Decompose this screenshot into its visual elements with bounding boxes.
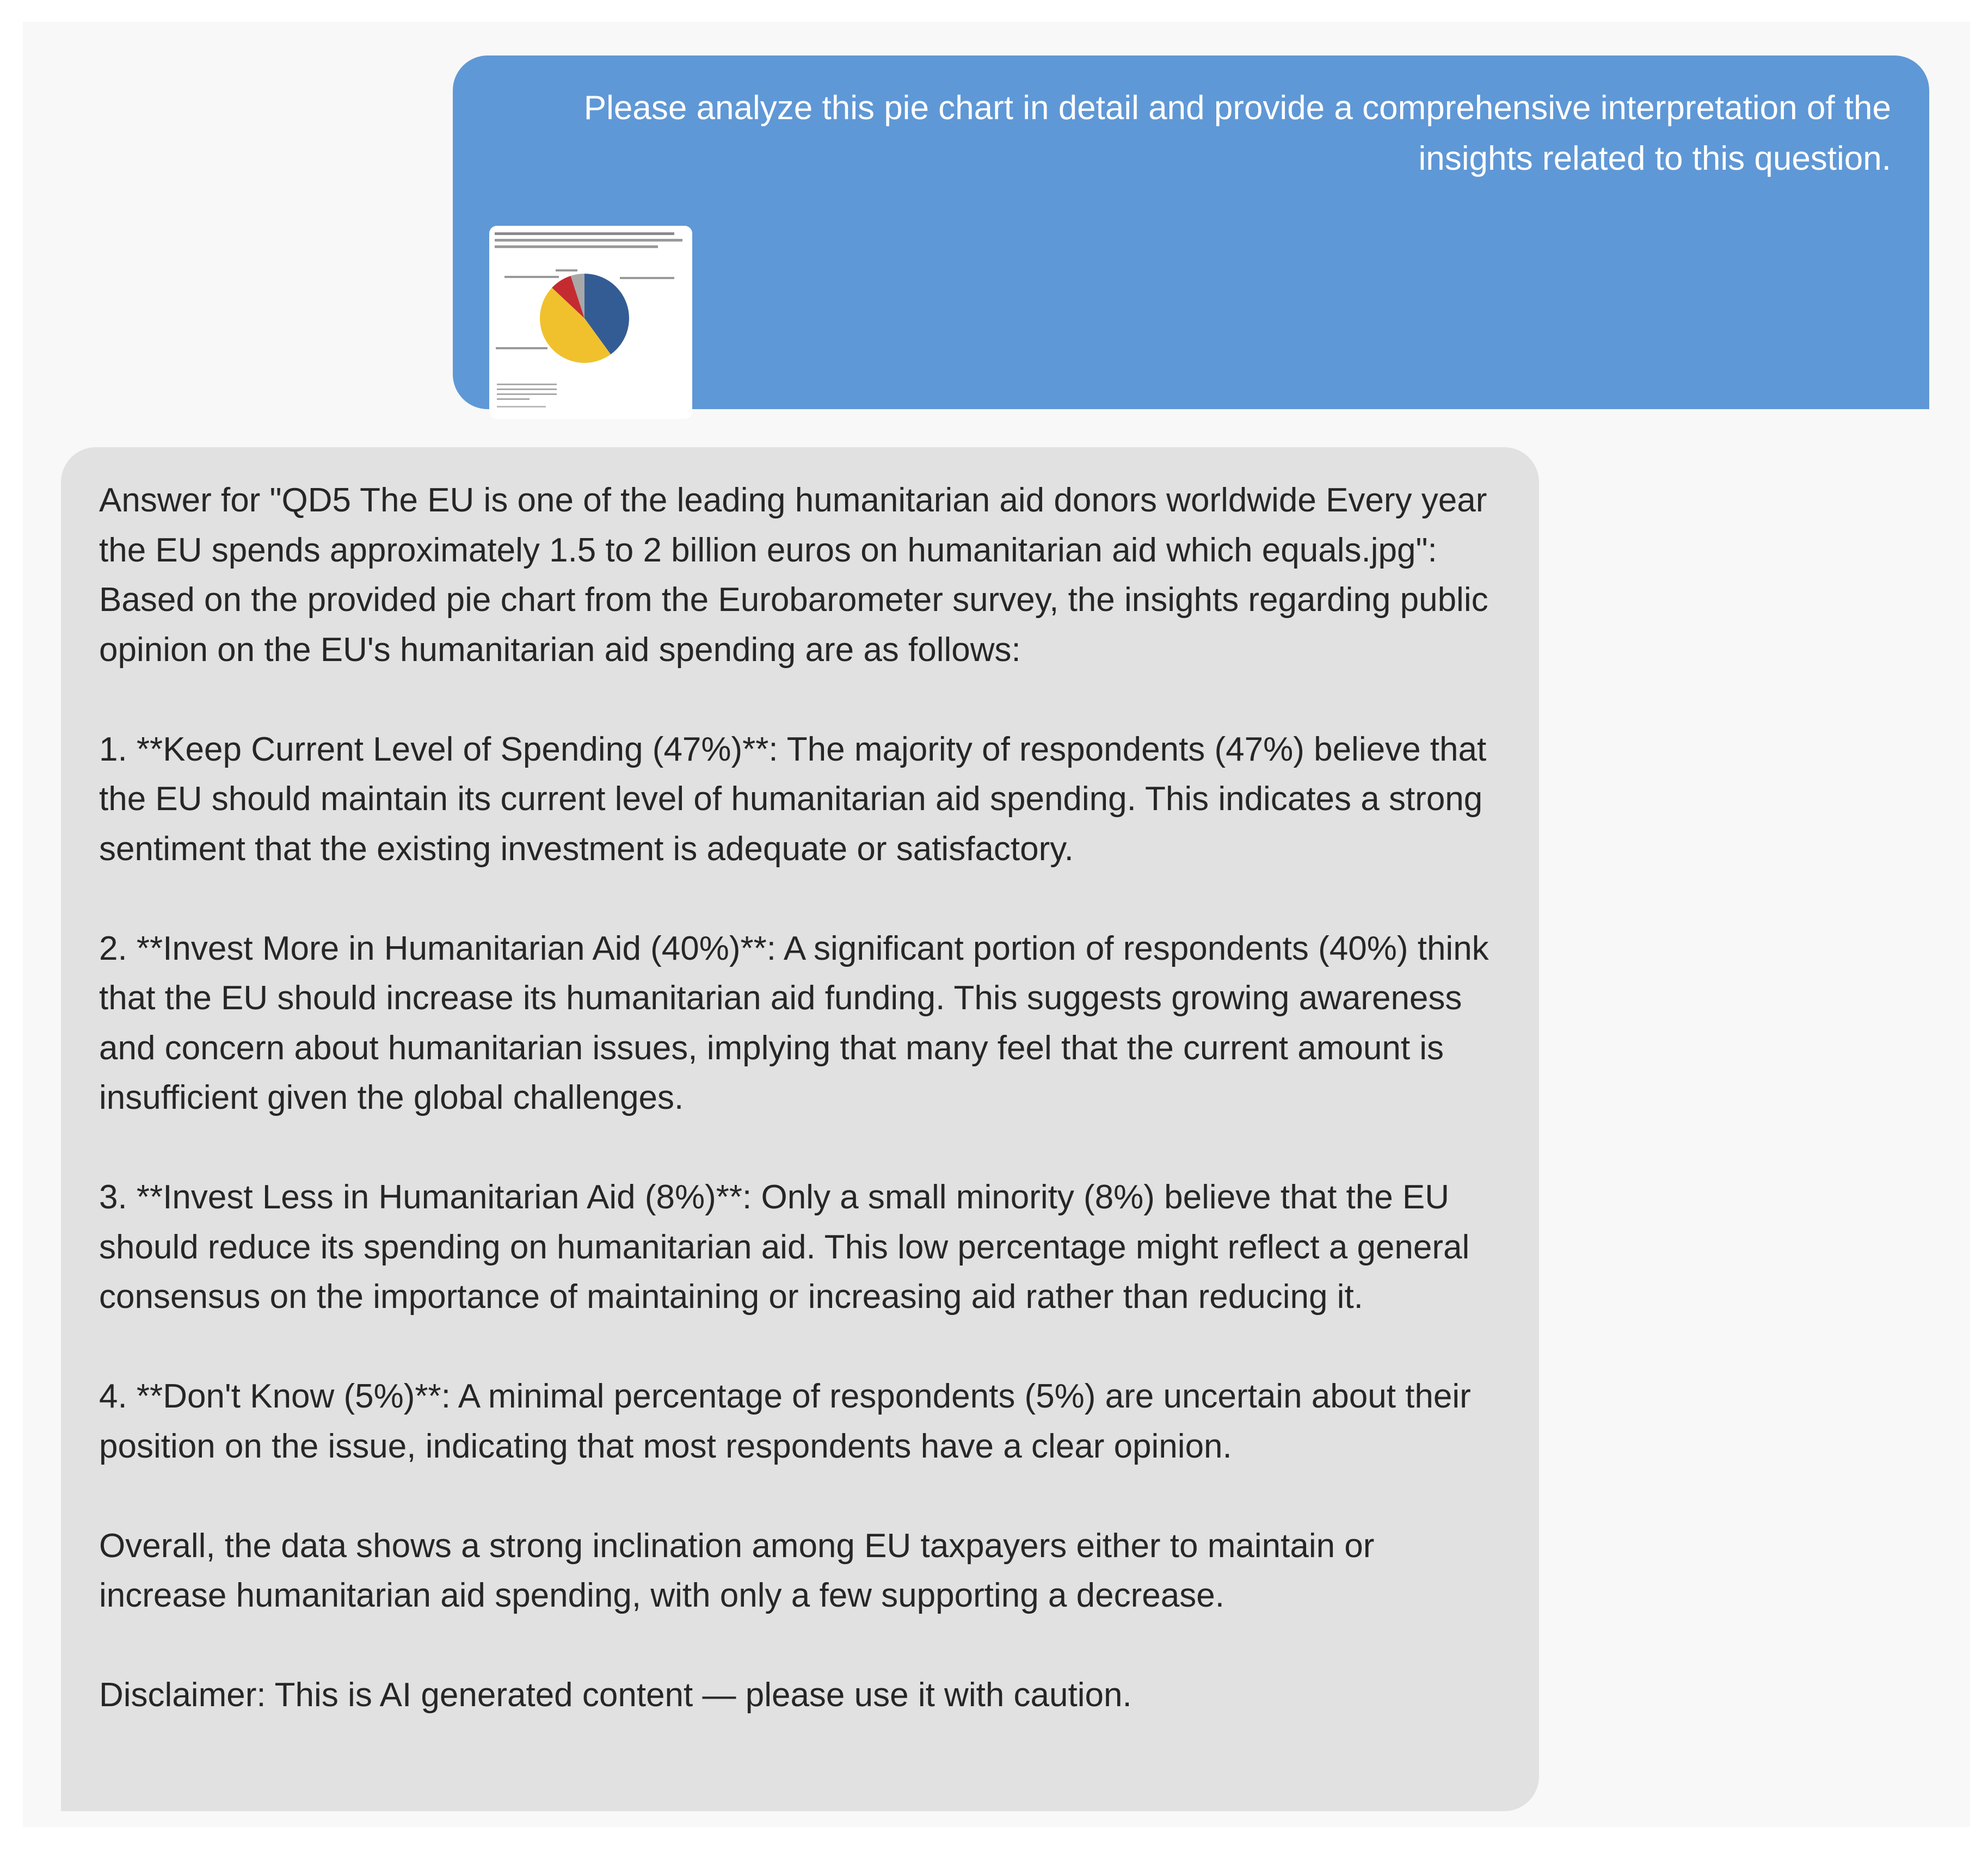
thumbnail-label-line bbox=[620, 277, 674, 279]
thumbnail-pie bbox=[540, 274, 629, 363]
assistant-paragraph-intro: Answer for "QD5 The EU is one of the leading humanitarian aid donors worldwide Every year the EU spends approximately 1.5 to 2 billion euros on humanitarian aid which equals.jpg": Based on the provided pie chart from the Eurobarometer survey, the insights regarding public opinion on the EU's humanitarian aid spending are as follows: bbox=[99, 481, 1488, 669]
assistant-paragraph-summary: Overall, the data shows a strong inclination among EU taxpayers either to maintain or increase humanitarian aid spending, with only a few supporting a decrease. bbox=[99, 1527, 1375, 1614]
assistant-paragraph-point-2: 2. **Invest More in Humanitarian Aid (40%)**: A significant portion of respondents (40%) think that the EU should increase its humanitarian aid funding. This suggests growing awareness and concern about humanitarian issues, implying that many feel that the current amount is insufficient given the global challenges. bbox=[99, 929, 1489, 1116]
assistant-message-bubble bbox=[61, 447, 1539, 1811]
assistant-paragraph-point-4: 4. **Don't Know (5%)**: A minimal percentage of respondents (5%) are uncertain about their position on the issue, indicating that most respondents have a clear opinion. bbox=[99, 1378, 1471, 1465]
assistant-message-text bbox=[99, 476, 1509, 1720]
thumbnail-label-line bbox=[556, 269, 577, 271]
user-message-bubble bbox=[453, 55, 1929, 409]
attached-chart-thumbnail[interactable] bbox=[489, 226, 692, 419]
user-message-text: Please analyze this pie chart in detail and provide a comprehensive interpretation of the insights related to this question. bbox=[583, 89, 1891, 177]
thumbnail-label-line bbox=[496, 347, 547, 349]
thumbnail-chart-svg bbox=[489, 226, 692, 419]
chat-panel bbox=[23, 22, 1970, 1827]
thumbnail-legend-line bbox=[497, 388, 557, 390]
assistant-disclaimer: Disclaimer: This is AI generated content — please use it with caution. bbox=[99, 1676, 1132, 1714]
thumbnail-text-line bbox=[495, 245, 658, 248]
thumbnail-legend-line bbox=[497, 406, 546, 408]
thumbnail-legend-line bbox=[497, 393, 557, 395]
thumbnail-legend-line bbox=[497, 398, 530, 400]
thumbnail-text-line bbox=[495, 239, 682, 242]
thumbnail-text-line bbox=[495, 232, 674, 235]
assistant-paragraph-point-1: 1. **Keep Current Level of Spending (47%)**: The majority of respondents (47%) believe that the EU should maintain its current level of humanitarian aid spending. This indicates a strong sentiment that the existing investment is adequate or satisfactory. bbox=[99, 730, 1487, 868]
assistant-paragraph-point-3: 3. **Invest Less in Humanitarian Aid (8%)**: Only a small minority (8%) believe that the EU should reduce its spending on humanitarian aid. This low percentage might reflect a general consensus on the importance of maintaining or increasing aid rather than reducing it. bbox=[99, 1178, 1470, 1316]
thumbnail-label-line bbox=[504, 276, 559, 278]
thumbnail-legend-line bbox=[497, 384, 557, 385]
